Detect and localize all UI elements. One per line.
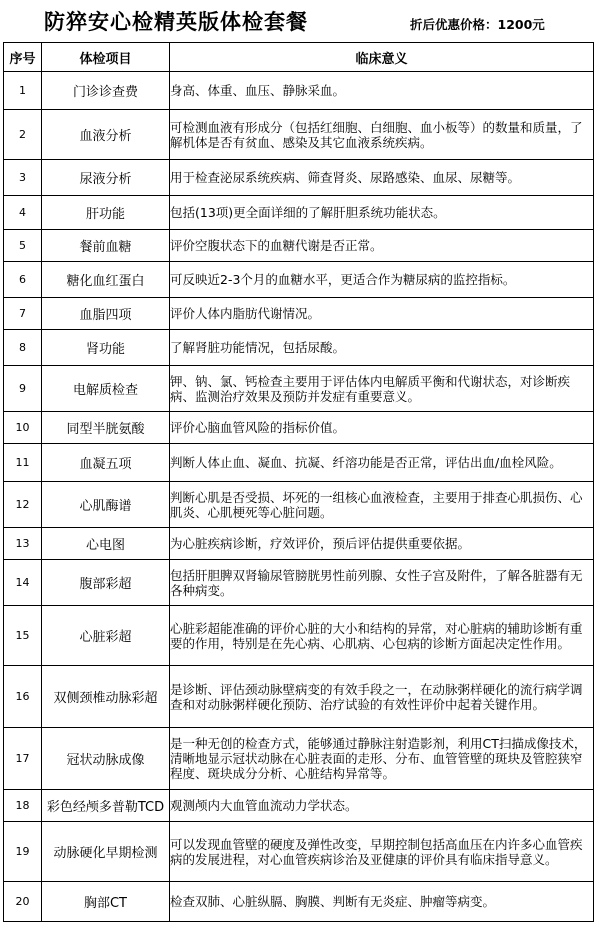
column-header-meaning: 临床意义 — [170, 43, 594, 72]
row-number: 17 — [4, 728, 42, 790]
row-number: 15 — [4, 606, 42, 666]
table-row — [4, 444, 594, 482]
package-table — [3, 42, 594, 922]
exam-item: 腹部彩超 — [42, 560, 170, 606]
row-number: 12 — [4, 482, 42, 528]
table-row — [4, 262, 594, 298]
row-number: 8 — [4, 330, 42, 366]
clinical-meaning: 包括(13项)更全面详细的了解肝胆系统功能状态。 — [170, 196, 594, 230]
exam-item: 彩色经颅多普勒TCD — [42, 790, 170, 822]
table-row — [4, 882, 594, 922]
row-number: 5 — [4, 230, 42, 262]
exam-item: 餐前血糖 — [42, 230, 170, 262]
exam-item: 心脏彩超 — [42, 606, 170, 666]
table-row — [4, 482, 594, 528]
row-number: 6 — [4, 262, 42, 298]
row-number: 7 — [4, 298, 42, 330]
row-number: 20 — [4, 882, 42, 922]
row-number: 9 — [4, 366, 42, 412]
exam-item: 同型半胱氨酸 — [42, 412, 170, 444]
clinical-meaning: 判断心肌是否受损、坏死的一组核心血液检查，主要用于排查心肌损伤、心肌炎、心肌梗死等心脏问题。 — [170, 482, 594, 528]
row-number: 19 — [4, 822, 42, 882]
clinical-meaning: 可检测血液有形成分（包括红细胞、白细胞、血小板等）的数量和质量，了解机体是否有贫血、感染及其它血液系统疾病。 — [170, 110, 594, 160]
clinical-meaning: 心脏彩超能准确的评价心脏的大小和结构的异常，对心脏病的辅助诊断有重要的作用，特别是在先心病、心肌病、心包病的诊断方面起决定性作用。 — [170, 606, 594, 666]
exam-item: 肾功能 — [42, 330, 170, 366]
clinical-meaning: 是一种无创的检查方式，能够通过静脉注射造影剂，利用CT扫描成像技术，清晰地显示冠状动脉在心脏表面的走形、分布、血管管壁的斑块及管腔狭窄程度、斑块成分分析、心脏结构异常等。 — [170, 728, 594, 790]
clinical-meaning: 身高、体重、血压、静脉采血。 — [170, 72, 594, 110]
clinical-meaning: 钾、钠、氯、钙检查主要用于评估体内电解质平衡和代谢状态，对诊断疾病、监测治疗效果及预防并发症有重要意义。 — [170, 366, 594, 412]
row-number: 2 — [4, 110, 42, 160]
clinical-meaning: 判断人体止血、凝血、抗凝、纤溶功能是否正常，评估出血/血栓风险。 — [170, 444, 594, 482]
row-number: 1 — [4, 72, 42, 110]
clinical-meaning: 评价人体内脂肪代谢情况。 — [170, 298, 594, 330]
exam-item: 血凝五项 — [42, 444, 170, 482]
clinical-meaning: 可反映近2-3个月的血糖水平，更适合作为糖尿病的监控指标。 — [170, 262, 594, 298]
table-row — [4, 110, 594, 160]
clinical-meaning: 包括肝胆脾双肾输尿管膀胱男性前列腺、女性子宫及附件，了解各脏器有无各种病变。 — [170, 560, 594, 606]
table-row — [4, 560, 594, 606]
table-row — [4, 528, 594, 560]
exam-item: 门诊诊查费 — [42, 72, 170, 110]
clinical-meaning: 为心脏疾病诊断，疗效评价，预后评估提供重要依据。 — [170, 528, 594, 560]
row-number: 18 — [4, 790, 42, 822]
table-row — [4, 822, 594, 882]
row-number: 10 — [4, 412, 42, 444]
row-number: 11 — [4, 444, 42, 482]
table-row — [4, 330, 594, 366]
row-number: 16 — [4, 666, 42, 728]
exam-item: 胸部CT — [42, 882, 170, 922]
page-header — [0, 0, 597, 42]
table-row — [4, 160, 594, 196]
table-row — [4, 196, 594, 230]
clinical-meaning: 评价空腹状态下的血糖代谢是否正常。 — [170, 230, 594, 262]
discount-price: 折后优惠价格：1200元 — [410, 17, 545, 32]
exam-item: 尿液分析 — [42, 160, 170, 196]
column-header-item: 体检项目 — [42, 43, 170, 72]
table-row — [4, 606, 594, 666]
column-header-no: 序号 — [4, 43, 42, 72]
exam-item: 血脂四项 — [42, 298, 170, 330]
clinical-meaning: 是诊断、评估颈动脉壁病变的有效手段之一，在动脉粥样硬化的流行病学调查和对动脉粥样硬化预防、治疗试验的有效性评价中起着关键作用。 — [170, 666, 594, 728]
table-row — [4, 666, 594, 728]
row-number: 3 — [4, 160, 42, 196]
exam-item: 双侧颈椎动脉彩超 — [42, 666, 170, 728]
exam-item: 心电图 — [42, 528, 170, 560]
clinical-meaning: 检查双肺、心脏纵膈、胸膜、判断有无炎症、肿瘤等病变。 — [170, 882, 594, 922]
table-row — [4, 230, 594, 262]
table-row — [4, 298, 594, 330]
clinical-meaning: 观测颅内大血管血流动力学状态。 — [170, 790, 594, 822]
table-row — [4, 790, 594, 822]
clinical-meaning: 用于检查泌尿系统疾病、筛查肾炎、尿路感染、血尿、尿糖等。 — [170, 160, 594, 196]
table-row — [4, 72, 594, 110]
table-body — [4, 72, 594, 922]
exam-item: 糖化血红蛋白 — [42, 262, 170, 298]
table-row — [4, 412, 594, 444]
clinical-meaning: 了解肾脏功能情况，包括尿酸。 — [170, 330, 594, 366]
exam-item: 电解质检查 — [42, 366, 170, 412]
exam-item: 动脉硬化早期检测 — [42, 822, 170, 882]
clinical-meaning: 评价心脑血管风险的指标价值。 — [170, 412, 594, 444]
exam-item: 血液分析 — [42, 110, 170, 160]
table-row — [4, 366, 594, 412]
row-number: 13 — [4, 528, 42, 560]
table-row — [4, 728, 594, 790]
page-title: 防猝安心检精英版体检套餐 — [44, 9, 308, 34]
row-number: 4 — [4, 196, 42, 230]
exam-item: 肝功能 — [42, 196, 170, 230]
exam-item: 冠状动脉成像 — [42, 728, 170, 790]
exam-item: 心肌酶谱 — [42, 482, 170, 528]
row-number: 14 — [4, 560, 42, 606]
table-header-row — [4, 43, 594, 72]
clinical-meaning: 可以发现血管壁的硬度及弹性改变，早期控制包括高血压在内许多心血管疾病的发展进程，对心血管疾病诊治及亚健康的评价具有临床指导意义。 — [170, 822, 594, 882]
